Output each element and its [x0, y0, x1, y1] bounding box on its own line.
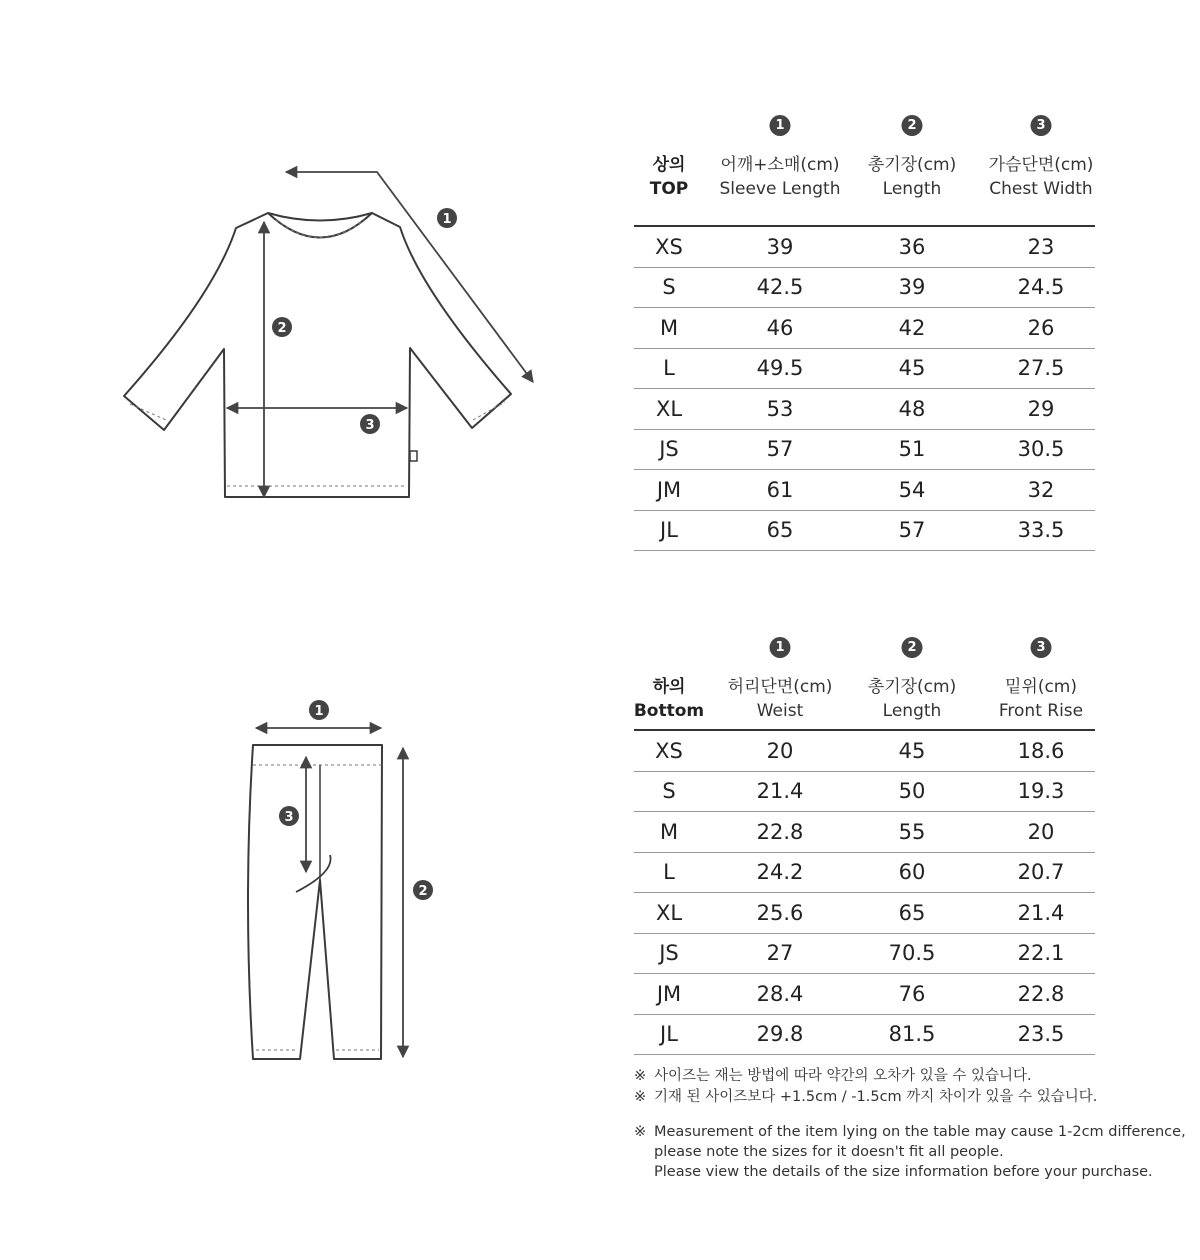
size-label: L [663, 860, 675, 885]
col-header-front-rise: 밑위(cm) Front Rise [998, 677, 1084, 721]
table-cell: 57 [898, 518, 926, 543]
table-cell: 39 [898, 275, 926, 300]
svg-text:2: 2 [418, 884, 428, 899]
top-badge-3 [360, 414, 380, 434]
svg-text:2: 2 [277, 321, 287, 336]
bottom-label: 하의 Bottom [633, 677, 705, 721]
table-cell: 21.4 [1017, 900, 1065, 925]
table-cell: 24.2 [756, 860, 804, 885]
table-cell: 42.5 [756, 275, 804, 300]
col-header-waist: 허리단면(cm) Weist [727, 677, 833, 721]
table-cell: 20 [766, 738, 794, 763]
table-cell: 20.7 [1017, 860, 1065, 885]
note-mark: ※ [634, 1068, 647, 1084]
table-cell: 22.8 [756, 819, 804, 844]
table-row [634, 349, 1095, 390]
table-cell: 65 [766, 518, 794, 543]
table-cell: 33.5 [1017, 518, 1065, 543]
bottom-table-header [634, 637, 1095, 731]
size-label: XL [655, 396, 683, 421]
table-row [634, 893, 1095, 934]
note-text: 사이즈는 재는 방법에 따라 약간의 오차가 있을 수 있습니다. [654, 1068, 1032, 1084]
table-cell: 20 [1027, 819, 1055, 844]
table-cell: 48 [898, 396, 926, 421]
col-badge-1: 1 [770, 115, 791, 136]
table-cell: 28.4 [756, 981, 804, 1006]
note-ko-2 [634, 1087, 1174, 1108]
table-cell: 51 [898, 437, 926, 462]
size-label: JL [660, 1022, 678, 1047]
table-row [634, 268, 1095, 309]
col-badge-2: 2 [902, 115, 923, 136]
bottom-badge-1 [309, 700, 329, 720]
note-mark: ※ [634, 1089, 647, 1105]
svg-text:3: 3 [365, 418, 375, 433]
shirt-outline [124, 213, 511, 497]
table-cell: 22.8 [1017, 981, 1065, 1006]
size-label: JL [660, 518, 678, 543]
top-badge-2 [272, 317, 292, 337]
table-cell: 29.8 [756, 1022, 804, 1047]
table-row [634, 308, 1095, 349]
table-cell: 32 [1027, 477, 1055, 502]
table-row [634, 511, 1095, 552]
size-label: XL [655, 900, 683, 925]
note-ko-1 [634, 1066, 1174, 1087]
table-cell: 19.3 [1017, 779, 1065, 804]
col-badge-3: 3 [1031, 637, 1052, 658]
top-table-header [634, 115, 1095, 227]
table-cell: 23 [1027, 234, 1055, 259]
note-text: please note the sizes for it doesn't fit all people. [654, 1144, 1004, 1160]
table-cell: 25.6 [756, 900, 804, 925]
table-cell: 29 [1027, 396, 1055, 421]
table-cell: 23.5 [1017, 1022, 1065, 1047]
note-text: Measurement of the item lying on the table may cause 1-2cm difference, [654, 1124, 1186, 1140]
top-label: 상의 TOP [649, 155, 689, 199]
table-cell: 76 [898, 981, 926, 1006]
table-cell: 55 [898, 819, 926, 844]
size-label: XS [655, 234, 683, 259]
size-label: S [662, 779, 676, 804]
table-cell: 45 [898, 356, 926, 381]
size-label: JM [656, 981, 682, 1006]
table-row [634, 470, 1095, 511]
table-cell: 42 [898, 315, 926, 340]
note-mark: ※ [634, 1124, 647, 1140]
table-row [634, 1015, 1095, 1056]
table-cell: 39 [766, 234, 794, 259]
size-label: L [663, 356, 675, 381]
table-row [634, 974, 1095, 1015]
col-header-sleeve-length: 어깨+소매(cm) Sleeve Length [719, 155, 841, 199]
table-cell: 26 [1027, 315, 1055, 340]
table-cell: 22.1 [1017, 941, 1065, 966]
table-cell: 65 [898, 900, 926, 925]
col-badge-1: 1 [770, 637, 791, 658]
bottom-badge-2 [413, 880, 433, 900]
table-cell: 45 [898, 738, 926, 763]
col-badge-2: 2 [902, 637, 923, 658]
table-cell: 18.6 [1017, 738, 1065, 763]
table-row [634, 934, 1095, 975]
size-label: JM [656, 477, 682, 502]
top-size-table [634, 115, 1095, 551]
table-cell: 57 [766, 437, 794, 462]
top-badge-1 [437, 208, 457, 228]
table-cell: 27.5 [1017, 356, 1065, 381]
pants-outline [248, 745, 382, 1059]
table-cell: 49.5 [756, 356, 804, 381]
table-cell: 46 [766, 315, 794, 340]
table-row [634, 812, 1095, 853]
table-cell: 27 [766, 941, 794, 966]
bottom-garment-illustration [230, 690, 450, 1070]
note-text: Please view the details of the size information before your purchase. [654, 1164, 1153, 1180]
table-cell: 60 [898, 860, 926, 885]
table-cell: 70.5 [888, 941, 936, 966]
col-header-chest-width: 가슴단면(cm) Chest Width [988, 155, 1094, 199]
size-label: JS [659, 437, 679, 462]
size-notes [634, 1066, 1186, 1182]
col-badge-3: 3 [1031, 115, 1052, 136]
table-row [634, 731, 1095, 772]
size-label: M [659, 315, 679, 340]
table-cell: 36 [898, 234, 926, 259]
table-cell: 54 [898, 477, 926, 502]
table-cell: 53 [766, 396, 794, 421]
size-label: S [662, 275, 676, 300]
bottom-badge-3 [279, 806, 299, 826]
table-row [634, 227, 1095, 268]
table-cell: 21.4 [756, 779, 804, 804]
size-label: XS [655, 738, 683, 763]
note-text: 기재 된 사이즈보다 +1.5cm / -1.5cm 까지 차이가 있을 수 있습니다. [654, 1089, 1098, 1105]
svg-text:3: 3 [284, 810, 294, 825]
table-cell: 61 [766, 477, 794, 502]
size-label: JS [659, 941, 679, 966]
col-header-length: 총기장(cm) Length [867, 677, 957, 721]
top-garment-illustration [110, 160, 560, 520]
table-row [634, 430, 1095, 471]
note-en [634, 1122, 1186, 1182]
table-row [634, 853, 1095, 894]
svg-text:1: 1 [442, 212, 452, 227]
table-row [634, 389, 1095, 430]
svg-text:1: 1 [314, 704, 324, 719]
table-cell: 24.5 [1017, 275, 1065, 300]
bottom-size-table [634, 637, 1095, 1055]
table-row [634, 772, 1095, 813]
table-cell: 30.5 [1017, 437, 1065, 462]
size-label: M [659, 819, 679, 844]
table-cell: 81.5 [888, 1022, 936, 1047]
col-header-length: 총기장(cm) Length [867, 155, 957, 199]
table-cell: 50 [898, 779, 926, 804]
